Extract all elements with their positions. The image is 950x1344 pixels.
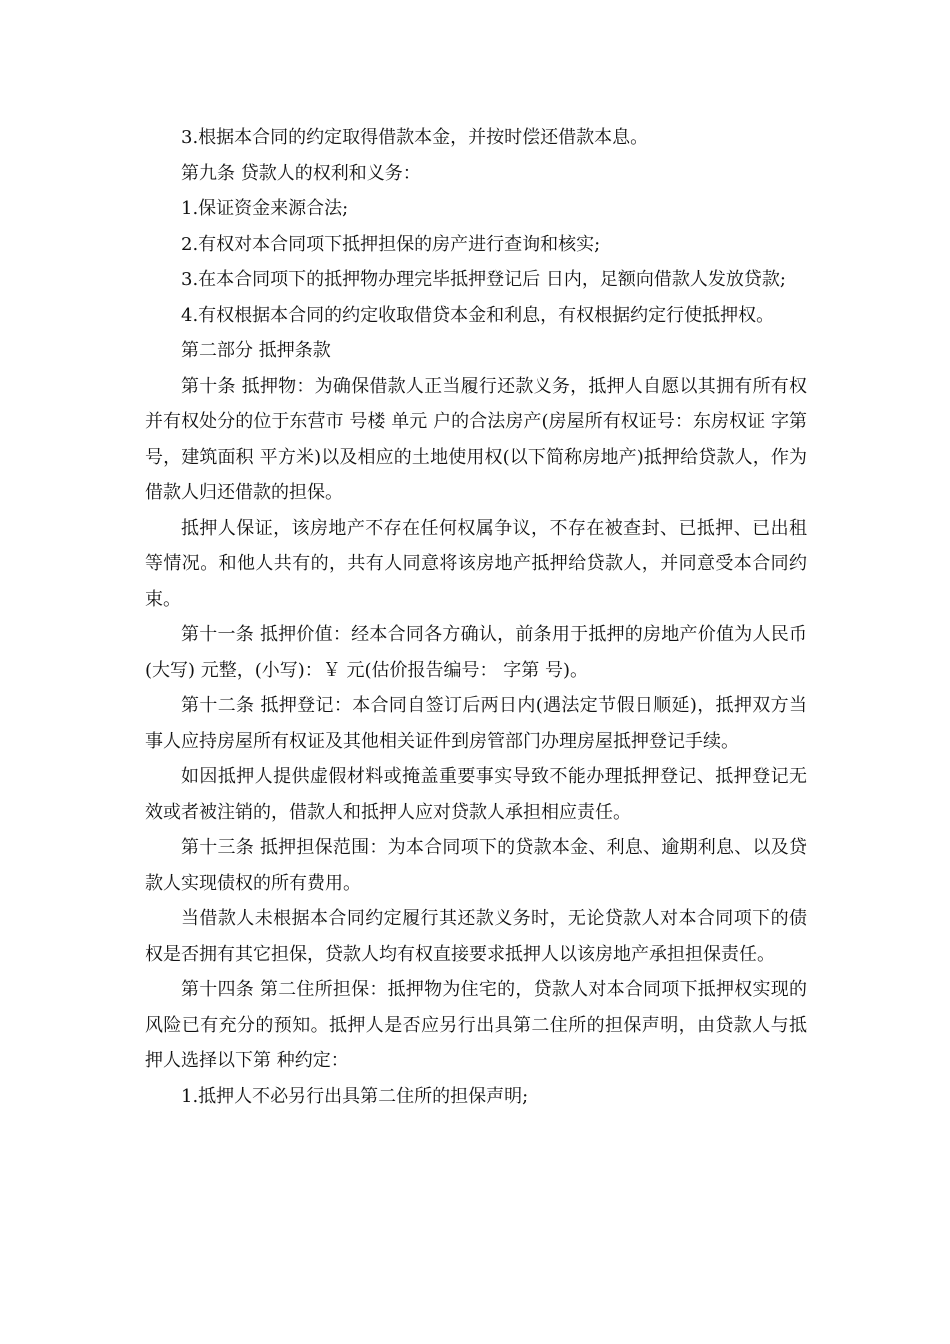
clause-borrower-obligation-3: 3.根据本合同的约定取得借款本金，并按时偿还借款本息。: [181, 127, 649, 148]
article-14: 第十四条 第二住所担保：抵押物为住宅的，贷款人对本合同项下抵押权实现的风险已有充分的预知。抵押人是否应另行出具第二住所的担保声明，由贷款人与抵押人选择以下第 种约定：: [145, 979, 807, 1071]
clause-lender-4: 4.有权根据本合同的约定收取借贷本金和利息，有权根据约定行使抵押权。: [181, 304, 775, 326]
article-12: 第十二条 抵押登记：本合同自签订后两日内(遇法定节假日顺延)，抵押双方当事人应持房屋所有权证及其他相关证件到房管部门办理房屋抵押登记手续。: [145, 695, 807, 752]
clause-lender-2: 2.有权对本合同项下抵押担保的房产进行查询和核实;: [181, 233, 601, 255]
article-9-heading: 第九条 贷款人的权利和义务：: [181, 162, 421, 184]
article-12-liability: 如因抵押人提供虚假材料或掩盖重要事实导致不能办理抵押登记、抵押登记无效或者被注销的，借款人和抵押人应对贷款人承担相应责任。: [145, 766, 807, 823]
clause-lender-3: 3.在本合同项下的抵押物办理完毕抵押登记后 日内，足额向借款人发放贷款;: [181, 269, 786, 290]
document-body: [145, 120, 813, 1114]
part-2-heading: 第二部分 抵押条款: [181, 340, 331, 361]
article-10-guarantee: 抵押人保证，该房地产不存在任何权属争议，不存在被查封、已抵押、已出租等情况。和他人共有的，共有人同意将该房地产抵押给贷款人，并同意受本合同约束。: [145, 517, 807, 610]
article-13: 第十三条 抵押担保范围：为本合同项下的贷款本金、利息、逾期利息、以及贷款人实现债权的所有费用。: [145, 837, 807, 894]
clause-lender-1: 1.保证资金来源合法;: [181, 198, 349, 219]
article-13-enforcement: 当借款人未根据本合同约定履行其还款义务时，无论贷款人对本合同项下的债权是否拥有其它担保，贷款人均有权直接要求抵押人以该房地产承担担保责任。: [145, 908, 807, 965]
article-11: 第十一条 抵押价值：经本合同各方确认，前条用于抵押的房地产价值为人民币(大写) 元整，(小写)：￥ 元(估价报告编号： 字第 号)。: [145, 624, 807, 681]
article-10: 第十条 抵押物：为确保借款人正当履行还款义务，抵押人自愿以其拥有所有权并有权处分的位于东营市 号楼 单元 户的合法房产(房屋所有权证号：东房权证 字第 号，建筑面积 平方米)以及相应的土地使用权(以下简称房地产)抵押给贷款人，作为借款人归还借款的担保。: [145, 375, 813, 503]
article-14-option-1: 1.抵押人不必另行出具第二住所的担保声明;: [181, 1085, 529, 1107]
